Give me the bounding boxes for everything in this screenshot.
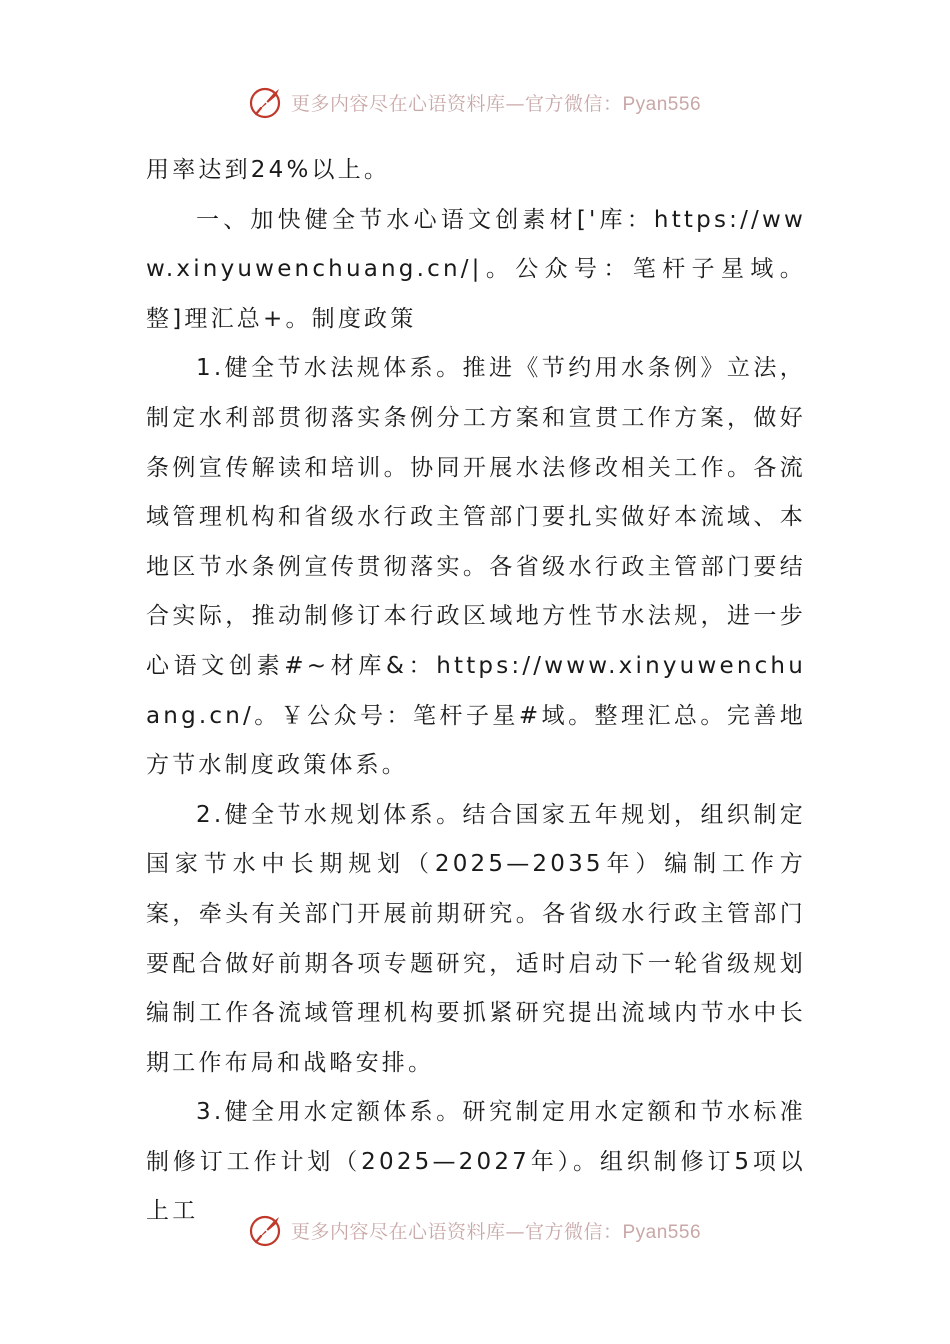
quill-logo-icon <box>249 1212 285 1248</box>
quill-logo-icon <box>249 84 285 120</box>
paragraph-item-2: 2.健全节水规划体系。结合国家五年规划，组织制定国家节水中长期规划（2025—2035年）编制工作方案，牵头有关部门开展前期研究。各省级水行政主管部门要配合做好前期各项专题研究，适时启动下一轮省级规划编制工作各流域管理机构要抓紧研究提出流域内节水中长期工作布局和战略安排。 <box>146 801 806 1076</box>
paragraph-item-1: 1.健全节水法规体系。推进《节约用水条例》立法，制定水利部贯彻落实条例分工方案和宣贯工作方案，做好条例宣传解读和培训。协同开展水法修改相关工作。各流域管理机构和省级水行政主管部门要扎实做好本流域、本地区节水条例宣传贯彻落实。各省级水行政主管部门要结合实际，推动制修订本行政区域地方性节水法规，进一步心语文创素#~材库&：https://www.xinyuwenchuang.cn/。￥公众号：笔杆子星#域。整理汇总。完善地方节水制度政策体系。 <box>146 355 806 779</box>
header-watermark-banner <box>0 82 950 122</box>
footer-watermark-text: 更多内容尽在心语资料库—官方微信：Pyan556 <box>290 1220 702 1243</box>
paragraph-item-3: 3.健全用水定额体系。研究制定用水定额和节水标准制修订工作计划（2025—2027年）。组织制修订5项以上工 <box>146 1099 806 1225</box>
header-watermark-text: 更多内容尽在心语资料库—官方微信：Pyan556 <box>290 92 702 115</box>
document-body <box>146 146 806 1237</box>
paragraph-continuation: 用率达到24%以上。 <box>146 157 391 183</box>
footer-watermark-banner <box>0 1210 950 1250</box>
wechat-id: Pyan556 <box>622 1221 702 1243</box>
section-heading-paragraph: 一、加快健全节水心语文创素材['库：https://www.xinyuwenchuang.cn/|。公众号：笔杆子星域。整]理汇总+。制度政策 <box>146 206 806 332</box>
wechat-id: Pyan556 <box>622 93 702 115</box>
